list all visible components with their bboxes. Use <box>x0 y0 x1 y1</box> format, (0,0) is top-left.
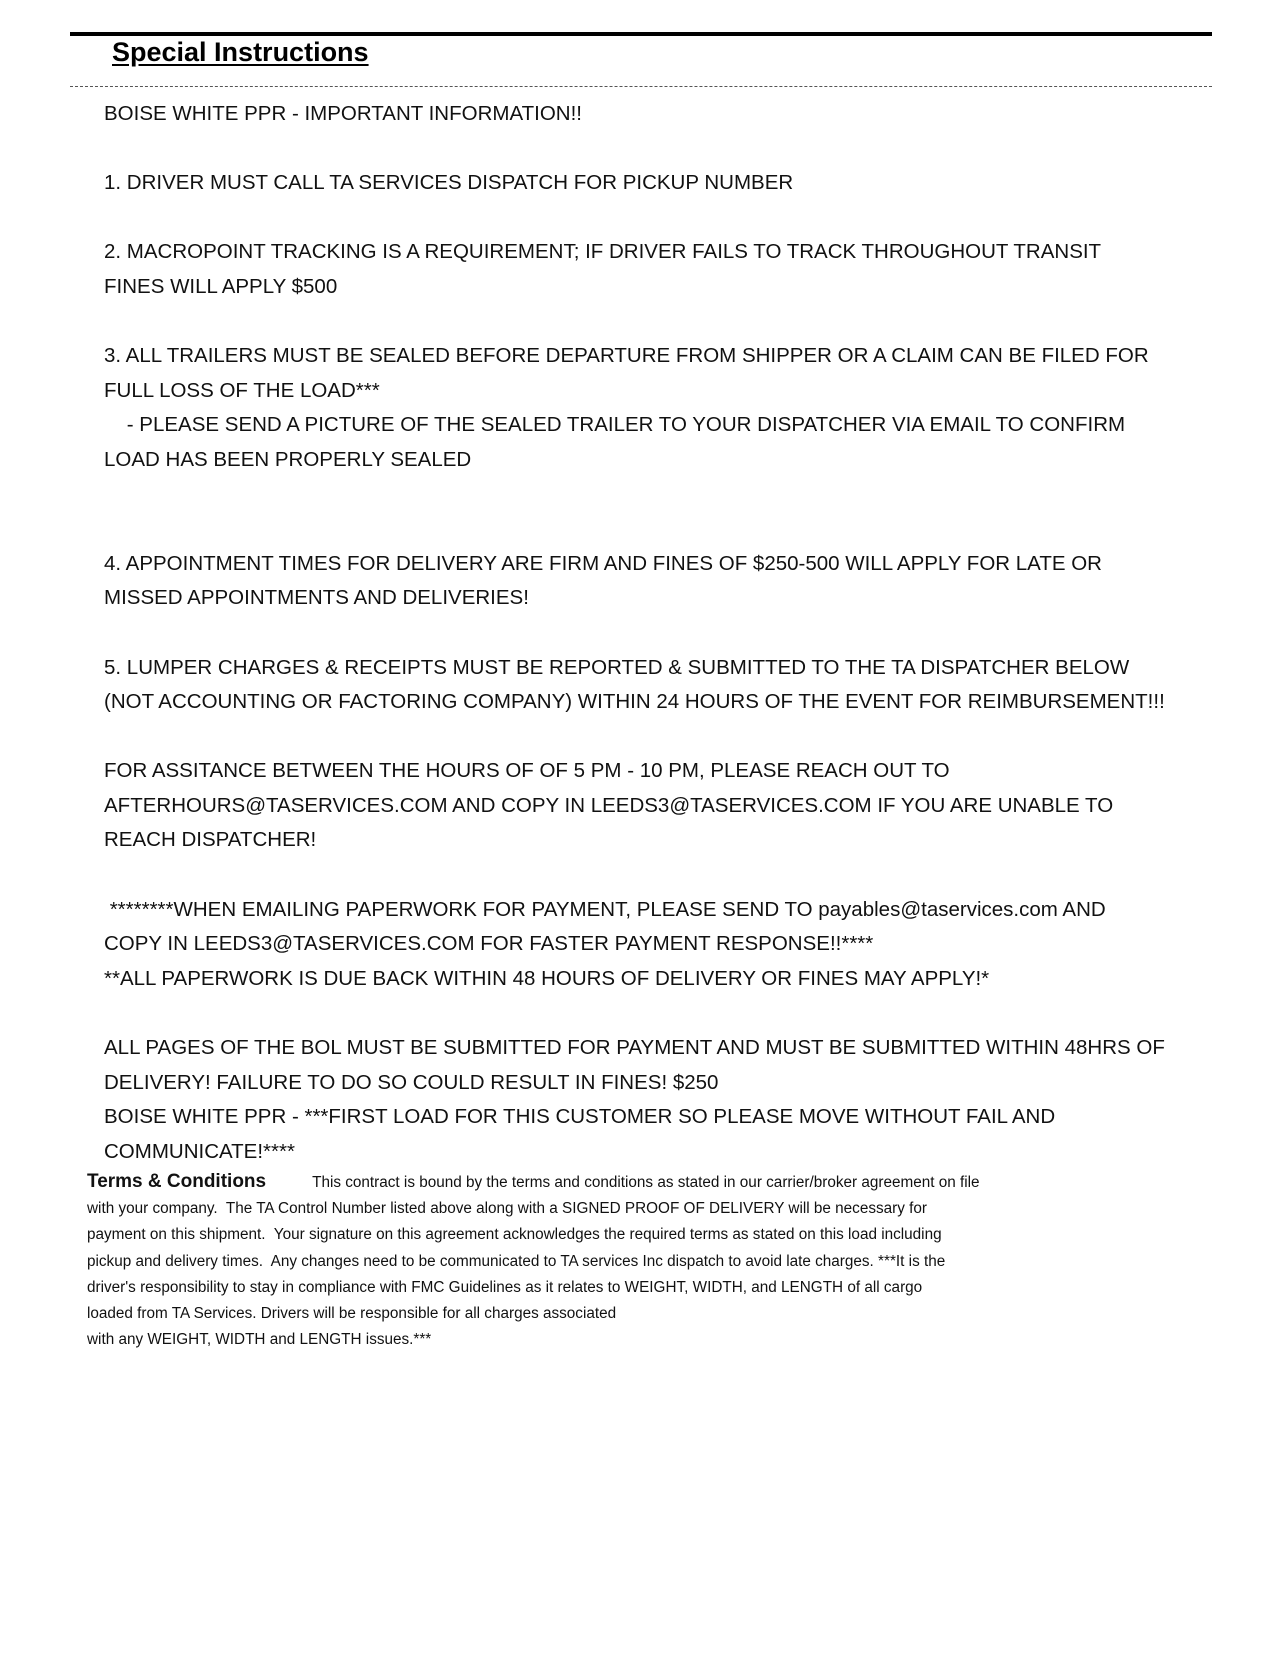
instruction-line: AFTERHOURS@TASERVICES.COM AND COPY IN LEEDS3@TASERVICES.COM IF YOU ARE UNABLE TO <box>104 793 1114 817</box>
blank-line <box>104 305 1214 340</box>
terms-heading: Terms & Conditions <box>87 1171 267 1192</box>
instruction-line: 4. APPOINTMENT TIMES FOR DELIVERY ARE FIRM AND FINES OF $250-500 WILL APPLY FOR LATE OR <box>104 551 1102 575</box>
terms-and-conditions <box>87 1169 1187 1353</box>
instruction-line: ********WHEN EMAILING PAPERWORK FOR PAYMENT, PLEASE SEND TO payables@taservices.com AND <box>104 897 1106 921</box>
instruction-line: FULL LOSS OF THE LOAD*** <box>104 378 380 402</box>
terms-line: driver's responsibility to stay in compliance with FMC Guidelines as it relates to WEIGHT, WIDTH, and LENGTH of all cargo <box>87 1278 923 1296</box>
blank-line <box>104 996 1214 1031</box>
instruction-line: LOAD HAS BEEN PROPERLY SEALED <box>104 447 472 471</box>
blank-line <box>104 201 1214 236</box>
blank-line <box>104 512 1214 547</box>
blank-line <box>104 858 1214 893</box>
instruction-line: DELIVERY! FAILURE TO DO SO COULD RESULT IN FINES! $250 <box>104 1070 719 1094</box>
blank-line <box>104 616 1214 651</box>
instruction-line: MISSED APPOINTMENTS AND DELIVERIES! <box>104 586 529 610</box>
terms-first-line <box>87 1169 1187 1196</box>
terms-line: with any WEIGHT, WIDTH and LENGTH issues.*** <box>87 1331 432 1349</box>
instruction-line: 3. ALL TRAILERS MUST BE SEALED BEFORE DEPARTURE FROM SHIPPER OR A CLAIM CAN BE FILED FOR <box>104 344 1149 368</box>
terms-line: pickup and delivery times. Any changes need to be communicated to TA services Inc dispatch to avoid late charges. ***It is the <box>87 1252 946 1270</box>
instruction-line: 2. MACROPOINT TRACKING IS A REQUIREMENT; IF DRIVER FAILS TO TRACK THROUGHOUT TRANSIT <box>104 240 1102 264</box>
instruction-line: REACH DISPATCHER! <box>104 828 317 852</box>
instruction-line: ALL PAGES OF THE BOL MUST BE SUBMITTED FOR PAYMENT AND MUST BE SUBMITTED WITHIN 48HRS OF <box>104 1036 1165 1060</box>
instruction-line: COMMUNICATE!**** <box>104 1139 295 1163</box>
instruction-line: - PLEASE SEND A PICTURE OF THE SEALED TRAILER TO YOUR DISPATCHER VIA EMAIL TO CONFIRM <box>104 413 1126 437</box>
terms-line: with your company. The TA Control Number listed above along with a SIGNED PROOF OF DELIVERY will be necessary for <box>87 1200 927 1218</box>
blank-line <box>104 720 1214 755</box>
blank-line <box>104 132 1214 167</box>
instruction-line: BOISE WHITE PPR - ***FIRST LOAD FOR THIS CUSTOMER SO PLEASE MOVE WITHOUT FAIL AND <box>104 1105 1056 1129</box>
instruction-line: FOR ASSITANCE BETWEEN THE HOURS OF OF 5 PM - 10 PM, PLEASE REACH OUT TO <box>104 759 950 783</box>
instruction-line: (NOT ACCOUNTING OR FACTORING COMPANY) WITHIN 24 HOURS OF THE EVENT FOR REIMBURSEMENT!!! <box>104 690 1165 714</box>
title-divider <box>70 86 1212 87</box>
instruction-line: FINES WILL APPLY $500 <box>104 274 338 298</box>
terms-line: payment on this shipment. Your signature on this agreement acknowledges the required terms as stated on this load including <box>87 1226 942 1244</box>
instruction-line: **ALL PAPERWORK IS DUE BACK WITHIN 48 HOURS OF DELIVERY OR FINES MAY APPLY!* <box>104 966 990 990</box>
blank-line <box>104 478 1214 513</box>
page-title: Special Instructions <box>112 37 369 67</box>
instruction-line: COPY IN LEEDS3@TASERVICES.COM FOR FASTER PAYMENT RESPONSE!!**** <box>104 932 874 956</box>
instruction-line: BOISE WHITE PPR - IMPORTANT INFORMATION!! <box>104 102 582 125</box>
instruction-line: 1. DRIVER MUST CALL TA SERVICES DISPATCH FOR PICKUP NUMBER <box>104 171 794 195</box>
instruction-line: 5. LUMPER CHARGES & RECEIPTS MUST BE REPORTED & SUBMITTED TO THE TA DISPATCHER BELOW <box>104 655 1130 679</box>
special-instructions-body <box>104 97 1214 1169</box>
terms-text-intro: This contract is bound by the terms and conditions as stated in our carrier/broker agreement on file <box>312 1174 980 1191</box>
terms-line: loaded from TA Services. Drivers will be responsible for all charges associated <box>87 1305 617 1323</box>
